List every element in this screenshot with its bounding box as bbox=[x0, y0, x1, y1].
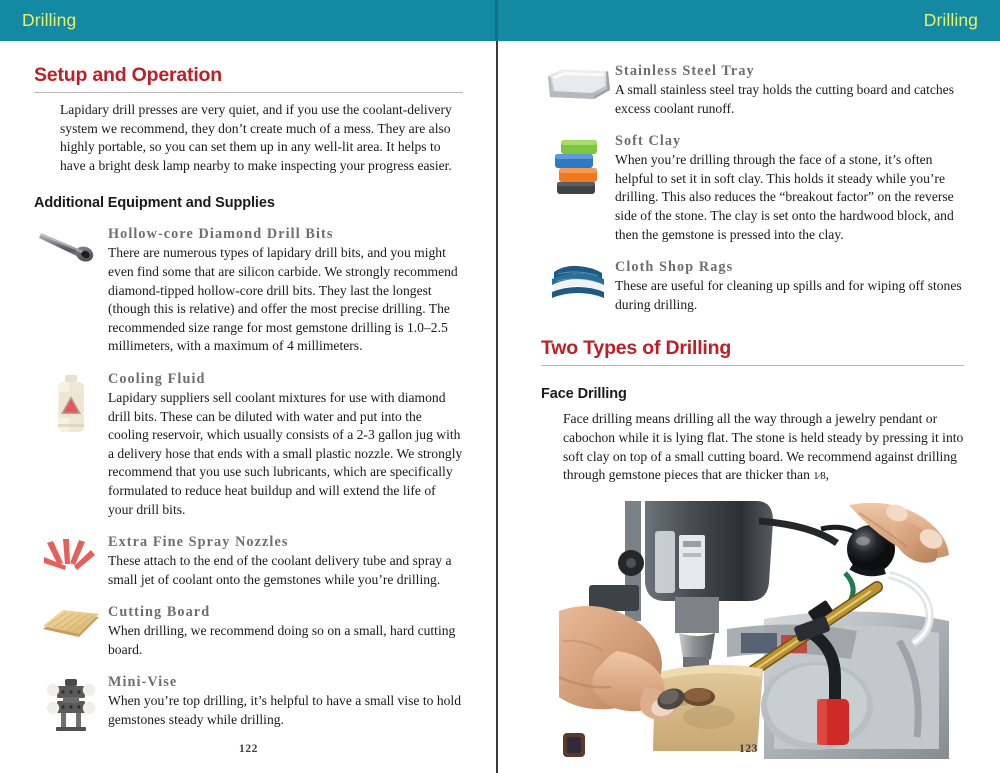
equipment-item bbox=[34, 604, 463, 659]
section-heading-rule bbox=[541, 365, 964, 366]
item-text bbox=[108, 674, 463, 733]
mini-vise-icon bbox=[44, 677, 98, 733]
icon-container bbox=[34, 534, 108, 589]
item-text bbox=[108, 226, 463, 356]
left-running-header bbox=[0, 0, 497, 41]
right-running-header bbox=[497, 0, 1000, 41]
fraction-slash: ⁄ bbox=[818, 471, 821, 483]
section-heading-two-types-of-drilling: Two Types of Drilling bbox=[541, 337, 732, 360]
page-gutter-line bbox=[496, 41, 498, 773]
icon-container bbox=[541, 63, 615, 118]
steel-tray-icon bbox=[542, 66, 614, 106]
item-body: Lapidary suppliers sell coolant mixtures for use with diamond drill bits. These can be diluted with water and put into the cooling reservoir, which usually consists of a 2-3 gallon jug with a delivery hose that ends with a small plastic nozzle. We strongly recommend that you use such lubricants, which are specifically formulated to reduce heat buildup and will extend the life of your drill bits. bbox=[108, 389, 463, 517]
drill-bit-icon bbox=[39, 229, 103, 263]
item-title: Soft Clay bbox=[615, 133, 682, 150]
item-title: Cloth Shop Rags bbox=[615, 259, 734, 276]
item-text bbox=[108, 604, 463, 659]
section-heading-setup-and-operation: Setup and Operation bbox=[34, 64, 222, 86]
equipment-item bbox=[34, 226, 463, 356]
left-page-body bbox=[0, 64, 497, 733]
item-body: These are useful for cleaning up spills and for wiping off stones during drilling. bbox=[615, 278, 962, 312]
spray-nozzles-icon bbox=[41, 537, 101, 585]
shop-rags-icon bbox=[546, 262, 610, 306]
icon-container bbox=[34, 604, 108, 659]
coolant-bottle-icon bbox=[51, 374, 91, 434]
right-page-folio: 123 bbox=[738, 743, 759, 755]
icon-container bbox=[34, 371, 108, 519]
equipment-item bbox=[541, 133, 964, 244]
item-body: When drilling, we recommend doing so on a small, hard cutting board. bbox=[108, 623, 456, 657]
fraction-numerator: 1 bbox=[813, 471, 819, 483]
icon-container bbox=[34, 226, 108, 356]
soft-clay-icon bbox=[547, 136, 609, 198]
item-body: These attach to the end of the coolant delivery tube and spray a small jet of coolant onto the gemstones while you’re drilling. bbox=[108, 553, 452, 587]
right-running-head-title: Drilling bbox=[923, 10, 978, 30]
item-title: Hollow-core Diamond Drill Bits bbox=[108, 226, 334, 243]
icon-container bbox=[34, 674, 108, 733]
icon-container bbox=[541, 259, 615, 314]
face-drilling-paragraph bbox=[563, 410, 964, 486]
face-drilling-paragraph-part1: Face drilling means drilling all the way through a jewelry pendant or cabochon while it is lying flat. The stone is held steady by pressing it into soft clay on top of a small cutting board. We recommend against drilling through gemstone pieces that are thicker than bbox=[563, 411, 964, 483]
item-title: Extra Fine Spray Nozzles bbox=[108, 534, 289, 551]
right-page bbox=[497, 0, 1000, 773]
subheading-face-drilling: Face Drilling bbox=[541, 386, 627, 403]
item-text bbox=[108, 534, 463, 589]
fraction-denominator: 8 bbox=[820, 471, 826, 483]
right-page-body bbox=[497, 63, 1000, 759]
item-text bbox=[108, 371, 463, 519]
item-title: Cooling Fluid bbox=[108, 370, 206, 387]
item-text bbox=[615, 133, 964, 244]
left-running-head-title: Drilling bbox=[22, 10, 77, 30]
item-body: When you’re drilling through the face of a stone, it’s often helpful to set it in soft clay. This holds it steady while you’re drilling. This also reduces the “breakout factor” on the reverse side of the stone. The clay is set onto the hardwood block, and then the gemstone is pressed into the clay. bbox=[615, 152, 954, 242]
item-body: When you’re top drilling, it’s helpful to have a small vise to hold gemstones steady while drilling. bbox=[108, 693, 461, 728]
item-title: Cutting Board bbox=[108, 604, 211, 621]
left-page-folio: 122 bbox=[238, 743, 259, 755]
subheading-additional-equipment: Additional Equipment and Supplies bbox=[34, 195, 275, 212]
cutting-board-icon bbox=[39, 607, 103, 645]
item-text bbox=[615, 63, 964, 118]
page-gutter-line-header bbox=[495, 0, 498, 41]
drilling-photo bbox=[559, 501, 959, 759]
item-body: A small stainless steel tray holds the cutting board and catches excess coolant runoff. bbox=[615, 82, 955, 116]
section-heading-rule bbox=[34, 92, 463, 93]
item-title: Mini-Vise bbox=[108, 674, 178, 691]
face-drilling-paragraph-part2: , bbox=[825, 467, 830, 483]
equipment-item bbox=[541, 63, 964, 118]
equipment-item bbox=[34, 674, 463, 733]
drilling-photo-illustration bbox=[559, 501, 959, 759]
equipment-item bbox=[541, 259, 964, 314]
left-page bbox=[0, 0, 497, 773]
item-text bbox=[615, 259, 964, 314]
intro-paragraph: Lapidary drill presses are very quiet, and if you use the coolant-delivery system we recommend, they don’t create much of a mess. They are also highly portable, so you can set them up in any well-lit area. It helps to have a bright desk lamp nearby to make inspecting your progress easier. bbox=[60, 102, 452, 173]
icon-container bbox=[541, 133, 615, 244]
equipment-item bbox=[34, 534, 463, 589]
equipment-item bbox=[34, 371, 463, 519]
item-title: Stainless Steel Tray bbox=[615, 63, 755, 79]
item-body: There are numerous types of lapidary drill bits, and you might even find some that are silicon carbide. We strongly recommend diamond-tipped hollow-core drill bits. They last the longest (though this is relative) and offer the most precise drilling. The recommended size range for most gemstone drilling is 1.0–2.5 millimeters, with a maximum of 4 millimeters. bbox=[108, 245, 458, 354]
